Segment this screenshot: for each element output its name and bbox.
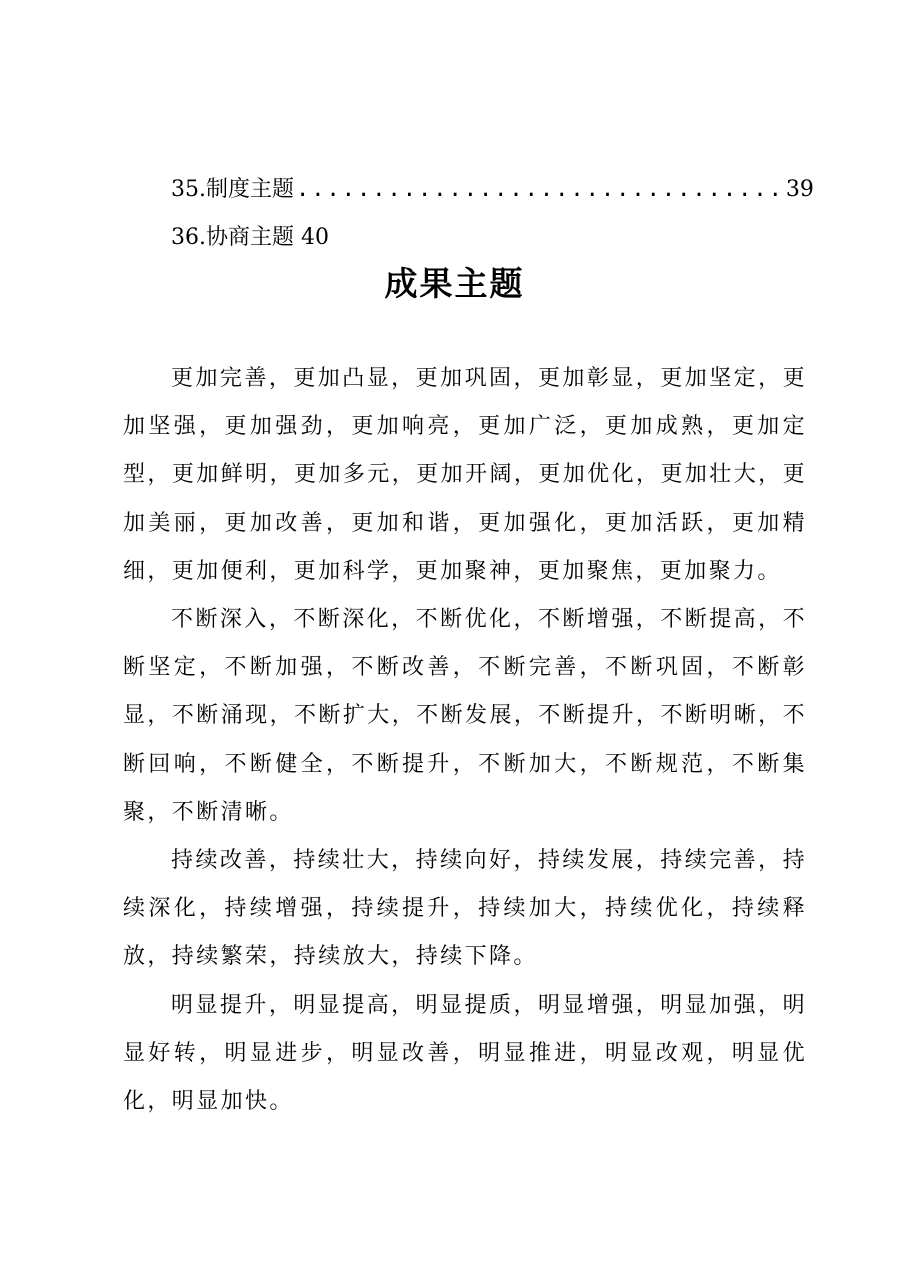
toc-entry[interactable] bbox=[171, 214, 791, 262]
toc-entry-label: 35.制度主题 bbox=[171, 177, 294, 202]
toc-page-number: 39 bbox=[785, 177, 814, 202]
toc-entry[interactable] bbox=[171, 166, 814, 214]
paragraph: 不断深入，不断深化，不断优化，不断增强，不断提高，不断坚定，不断加强，不断改善，不断完善，不断巩固，不断彰显，不断涌现，不断扩大，不断发展，不断提升，不断明晰，不断回响，不断健全，不断提升，不断加大，不断规范，不断集聚，不断清晰。 bbox=[123, 607, 807, 825]
paragraph: 更加完善，更加凸显，更加巩固，更加彰显，更加坚定，更加坚强，更加强劲，更加响亮，更加广泛，更加成熟，更加定型，更加鲜明，更加多元，更加开阔，更加优化，更加壮大，更加美丽，更加改善，更加和谐，更加强化，更加活跃，更加精细，更加便利，更加科学，更加聚神，更加聚焦，更加聚力。 bbox=[123, 366, 807, 584]
section-title: 成果主题 bbox=[384, 264, 525, 303]
toc-leader-dots: ................................ bbox=[296, 177, 784, 202]
table-of-contents bbox=[171, 166, 814, 262]
paragraph: 持续改善，持续壮大，持续向好，持续发展，持续完善，持续深化，持续增强，持续提升，持续加大，持续优化，持续释放，持续繁荣，持续放大，持续下降。 bbox=[123, 848, 807, 970]
toc-entry-label: 36.协商主题 40 bbox=[171, 225, 329, 250]
paragraph: 明显提升，明显提高，明显提质，明显增强，明显加强，明显好转，明显进步，明显改善，明显推进，明显改观，明显优化，明显加快。 bbox=[123, 992, 807, 1115]
section-body bbox=[123, 355, 807, 1126]
